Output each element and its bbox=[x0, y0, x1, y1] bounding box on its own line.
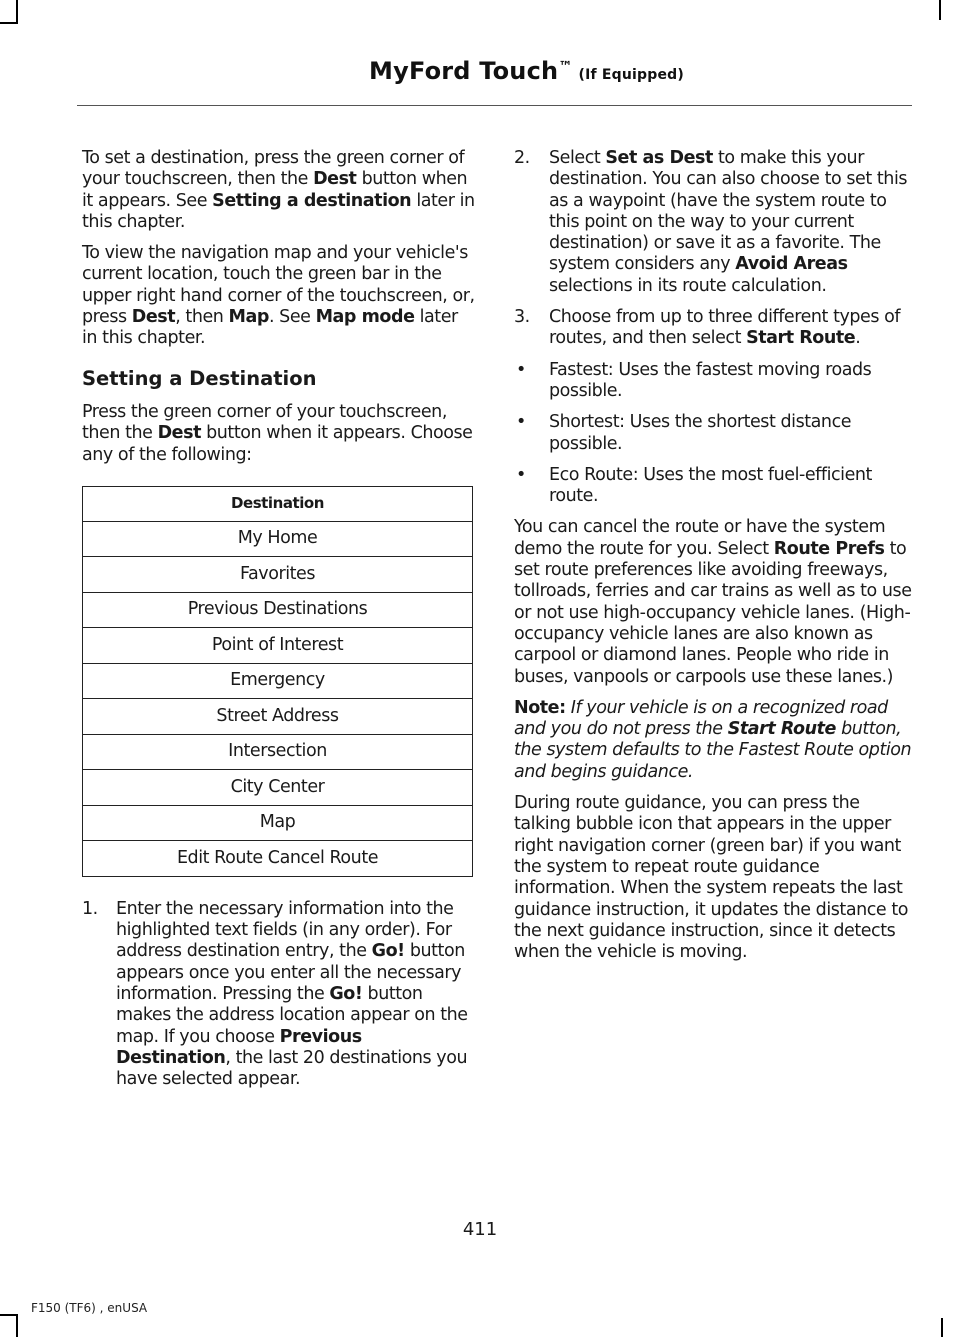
step-text: Enter the necessary information into the highlighted text fields (in any order). For address destination entry, the Go! button appears once you enter all the necessary information. Pressing the Go! button makes the address location appear on the map. If you choose Previous Destination, the last 20 destinations you have selected appear. bbox=[116, 898, 468, 1090]
list-item bbox=[514, 360, 914, 403]
paragraph-route-guidance: During route guidance, you can press the talking bubble icon that appears in the upper right navigation corner (green bar) if you want the system to repeat route guidance information. When the system repeats the last guidance instruction, it updates the distance to the next guidance instruction, since it detects when the vehicle is moving. bbox=[514, 793, 909, 963]
crop-mark-bottom-right-v bbox=[941, 1318, 943, 1337]
table-row: Map bbox=[83, 805, 473, 841]
step-text: Select Set as Dest to make this your destination. You can also choose to set this as a waypoint (have the system route to this point on the way to your current destination) or save it as a favorite. The system considers any Avoid Areas selections in its route calculation. bbox=[549, 148, 908, 296]
table-header: Destination bbox=[83, 486, 473, 521]
header-title-text: MyFord Touch bbox=[369, 57, 559, 85]
right-column bbox=[514, 148, 914, 963]
destination-table bbox=[82, 486, 473, 877]
table-row: Intersection bbox=[83, 734, 473, 770]
footer-document-id: F150 (TF6) , enUSA bbox=[31, 1301, 148, 1315]
trademark-symbol: ™ bbox=[558, 59, 573, 75]
step-number: 2. bbox=[514, 148, 530, 168]
bullet-icon: • bbox=[516, 359, 526, 380]
bullet-text: Fastest: Uses the fastest moving roads possible. bbox=[549, 359, 872, 401]
list-item bbox=[514, 412, 914, 455]
table-row: Edit Route Cancel Route bbox=[83, 841, 473, 877]
page-header-title bbox=[369, 57, 684, 85]
step-2 bbox=[514, 148, 914, 297]
note-paragraph: Note: If your vehicle is on a recognized road and you do not press the Start Route button, the system defaults to the Fastest Route option and begins guidance. bbox=[514, 697, 912, 782]
table-row: Previous Destinations bbox=[83, 592, 473, 628]
table-row: Point of Interest bbox=[83, 628, 473, 664]
table-row: City Center bbox=[83, 770, 473, 806]
step-number: 1. bbox=[82, 898, 98, 919]
table-row: Favorites bbox=[83, 557, 473, 593]
bullet-text: Shortest: Uses the shortest distance possible. bbox=[549, 412, 852, 454]
table-row: Emergency bbox=[83, 663, 473, 699]
header-divider bbox=[77, 105, 912, 106]
step-text: Choose from up to three different types of routes, and then select Start Route. bbox=[549, 307, 901, 349]
paragraph-choose-options: Press the green corner of your touchscreen, then the Dest button when it appears. Choose any of the following: bbox=[82, 401, 473, 465]
section-heading: Setting a Destination bbox=[82, 366, 317, 390]
paragraph-view-map: To view the navigation map and your vehicle's current location, touch the green bar in the upper right hand corner of the touchscreen, or, press Dest, then Map. See Map mode later in this chapter. bbox=[82, 243, 475, 349]
note-label: Note: bbox=[514, 697, 566, 718]
bullet-icon: • bbox=[516, 464, 526, 485]
crop-mark-top-left-v bbox=[16, 0, 18, 22]
table-row: My Home bbox=[83, 521, 473, 557]
crop-mark-bottom-left-h bbox=[0, 1314, 18, 1316]
crop-mark-top-left-h bbox=[0, 22, 18, 24]
page-number: 411 bbox=[462, 1219, 498, 1240]
step-1 bbox=[82, 899, 477, 1091]
left-column bbox=[82, 148, 477, 1091]
paragraph-route-prefs: You can cancel the route or have the system demo the route for you. Select Route Prefs to set route preferences like avoiding freeways, tollroads, ferries and car trains as well as to use or not use high-occupancy vehicle lanes. (High-occupancy vehicle lanes are also known as carpool or diamond lanes. People who ride in buses, vanpools or carpools use these lanes.) bbox=[514, 517, 912, 687]
list-item bbox=[514, 465, 914, 508]
bullet-icon: • bbox=[516, 412, 526, 433]
step-number: 3. bbox=[514, 307, 530, 328]
table-row: Street Address bbox=[83, 699, 473, 735]
bullet-text: Eco Route: Uses the most fuel-efficient route. bbox=[549, 464, 872, 507]
header-subtitle: (If Equipped) bbox=[578, 67, 684, 83]
step-3 bbox=[514, 307, 914, 350]
crop-mark-top-right-v bbox=[939, 0, 941, 20]
paragraph-set-destination-intro: To set a destination, press the green corner of your touchscreen, then the Dest button when it appears. See Setting a destination later in this chapter. bbox=[82, 148, 475, 232]
crop-mark-bottom-left-v bbox=[16, 1314, 18, 1337]
